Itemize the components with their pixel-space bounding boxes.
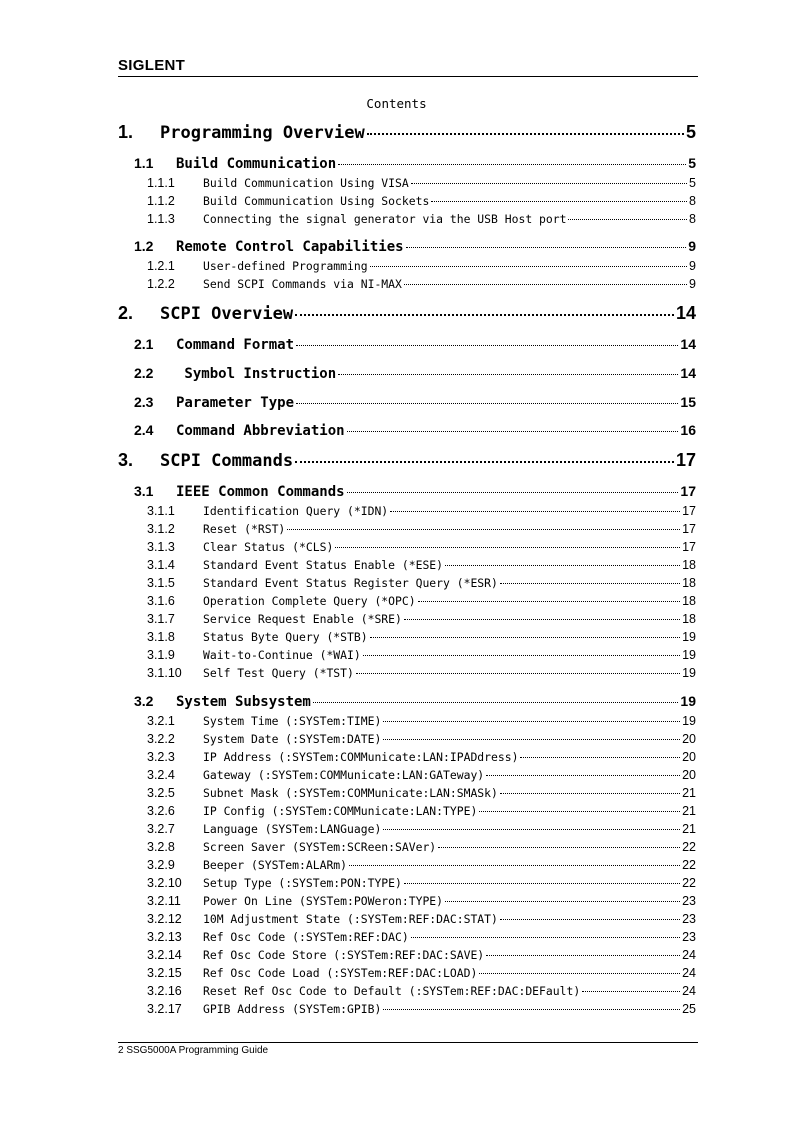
toc-entry-title: Reset Ref Osc Code to Default (:SYSTem:REF:DAC:DEFault) bbox=[203, 984, 581, 998]
toc-entry-page: 19 bbox=[682, 666, 696, 680]
toc-entry-number: 3.1.1 bbox=[147, 504, 175, 518]
toc-leader bbox=[296, 403, 678, 404]
toc-entry[interactable] bbox=[147, 912, 696, 928]
toc-leader bbox=[411, 183, 687, 184]
toc-entry[interactable] bbox=[147, 176, 696, 192]
toc-entry-title: Standard Event Status Register Query (*ESR) bbox=[203, 576, 498, 590]
toc-entry-number: 3.1.10 bbox=[147, 666, 182, 680]
toc-entry-number: 3.2.10 bbox=[147, 876, 182, 890]
toc-entry-number: 3.2.15 bbox=[147, 966, 182, 980]
toc-leader bbox=[295, 461, 674, 463]
toc-entry[interactable] bbox=[134, 155, 696, 175]
toc-leader bbox=[520, 757, 680, 758]
toc-entry[interactable] bbox=[134, 336, 696, 356]
toc-entry-page: 18 bbox=[682, 576, 696, 590]
toc-entry-page: 17 bbox=[682, 504, 696, 518]
toc-entry[interactable] bbox=[147, 786, 696, 802]
toc-entry-page: 23 bbox=[682, 894, 696, 908]
toc-leader bbox=[500, 583, 680, 584]
toc-leader bbox=[347, 431, 679, 432]
toc-entry-page: 25 bbox=[682, 1002, 696, 1016]
toc-leader bbox=[500, 793, 680, 794]
toc-entry-page: 18 bbox=[682, 594, 696, 608]
toc-leader bbox=[383, 739, 680, 740]
toc-entry-number: 3.1.4 bbox=[147, 558, 175, 572]
toc-leader bbox=[370, 637, 681, 638]
toc-entry-number: 3.2.7 bbox=[147, 822, 175, 836]
toc-leader bbox=[445, 901, 680, 902]
toc-entry-number: 3.2 bbox=[134, 693, 154, 709]
toc-entry-number: 1.1.1 bbox=[147, 176, 175, 190]
toc-entry-number: 3.2.11 bbox=[147, 894, 181, 908]
toc-leader bbox=[338, 374, 678, 375]
toc-entry-number: 3.2.16 bbox=[147, 984, 182, 998]
toc-entry-title: GPIB Address (SYSTem:GPIB) bbox=[203, 1002, 382, 1016]
toc-entry-page: 16 bbox=[680, 422, 696, 438]
toc-entry-page: 21 bbox=[682, 786, 696, 800]
toc-entry[interactable] bbox=[147, 750, 696, 766]
toc-entry-number: 3.2.5 bbox=[147, 786, 175, 800]
toc-entry-page: 9 bbox=[689, 259, 696, 273]
toc-entry[interactable] bbox=[134, 693, 696, 713]
toc-entry[interactable] bbox=[147, 966, 696, 982]
toc-leader bbox=[479, 973, 680, 974]
toc-entry[interactable] bbox=[118, 450, 696, 476]
toc-leader bbox=[404, 619, 680, 620]
toc-leader bbox=[338, 164, 686, 165]
toc-leader bbox=[438, 847, 680, 848]
toc-entry-title: IP Address (:SYSTem:COMMunicate:LAN:IPADdress) bbox=[203, 750, 519, 764]
toc-entry-page: 17 bbox=[682, 522, 696, 536]
toc-entry-page: 24 bbox=[682, 948, 696, 962]
toc-entry-page: 24 bbox=[682, 966, 696, 980]
toc-entry-page: 17 bbox=[682, 540, 696, 554]
toc-entry-number: 3.1.8 bbox=[147, 630, 175, 644]
toc-entry-title: Gateway (:SYSTem:COMMunicate:LAN:GATeway) bbox=[203, 768, 485, 782]
toc-entry[interactable] bbox=[147, 522, 696, 538]
toc-entry-page: 19 bbox=[680, 693, 696, 709]
toc-entry-number: 3.1.7 bbox=[147, 612, 175, 626]
toc-entry-page: 14 bbox=[675, 303, 696, 323]
toc-leader bbox=[404, 284, 687, 285]
toc-leader bbox=[445, 565, 680, 566]
toc-entry-title: SCPI Overview bbox=[160, 304, 294, 324]
footer-rule bbox=[118, 1042, 698, 1043]
toc-entry[interactable] bbox=[147, 732, 696, 748]
toc-entry-title: System Date (:SYSTem:DATE) bbox=[203, 732, 382, 746]
toc-entry-number: 3.2.2 bbox=[147, 732, 175, 746]
toc-entry-number: 3.1.6 bbox=[147, 594, 175, 608]
toc-leader bbox=[486, 775, 680, 776]
toc-leader bbox=[582, 991, 680, 992]
toc-entry-number: 3.2.12 bbox=[147, 912, 182, 926]
toc-entry-title: 10M Adjustment State (:SYSTem:REF:DAC:STAT) bbox=[203, 912, 498, 926]
toc-entry-number: 2. bbox=[118, 303, 134, 323]
contents-title: Contents bbox=[366, 96, 427, 111]
toc-entry[interactable] bbox=[134, 365, 696, 385]
toc-entry[interactable] bbox=[118, 303, 696, 329]
toc-entry-title: User-defined Programming bbox=[203, 259, 368, 273]
toc-entry[interactable] bbox=[147, 558, 696, 574]
toc-entry-page: 5 bbox=[685, 122, 696, 142]
toc-entry[interactable] bbox=[147, 194, 696, 210]
toc-entry-number: 1.2.2 bbox=[147, 277, 175, 291]
toc-entry-number: 3.2.8 bbox=[147, 840, 175, 854]
toc-entry-title: Service Request Enable (*SRE) bbox=[203, 612, 402, 626]
toc-entry-number: 3.1.5 bbox=[147, 576, 175, 590]
toc-entry-title: Reset (*RST) bbox=[203, 522, 286, 536]
toc-entry-number: 3.2.13 bbox=[147, 930, 182, 944]
toc-leader bbox=[313, 702, 679, 703]
toc-entry-title: Ref Osc Code Load (:SYSTem:REF:DAC:LOAD) bbox=[203, 966, 478, 980]
toc-entry-title: Remote Control Capabilities bbox=[176, 239, 404, 255]
toc-entry[interactable] bbox=[147, 630, 696, 646]
toc-entry-number: 1.1 bbox=[134, 155, 154, 171]
toc-leader bbox=[370, 266, 687, 267]
toc-entry-page: 15 bbox=[680, 394, 696, 410]
toc-entry[interactable] bbox=[147, 768, 696, 784]
toc-entry-page: 14 bbox=[680, 336, 696, 352]
toc-leader bbox=[500, 919, 680, 920]
toc-entry-number: 1. bbox=[118, 122, 134, 142]
toc-leader bbox=[383, 721, 680, 722]
toc-entry-page: 21 bbox=[682, 822, 696, 836]
toc-leader bbox=[418, 601, 681, 602]
toc-leader bbox=[406, 247, 687, 248]
toc-entry-title: Build Communication Using Sockets bbox=[203, 194, 430, 208]
toc-entry[interactable] bbox=[147, 858, 696, 874]
toc-leader bbox=[390, 511, 680, 512]
toc-entry-title: SCPI Commands bbox=[160, 451, 294, 471]
toc-entry-page: 21 bbox=[682, 804, 696, 818]
toc-entry[interactable] bbox=[147, 666, 696, 682]
toc-entry-number: 1.2 bbox=[134, 238, 154, 254]
toc-entry[interactable] bbox=[147, 1002, 696, 1018]
toc-entry-title: Standard Event Status Enable (*ESE) bbox=[203, 558, 444, 572]
toc-entry-title: Subnet Mask (:SYSTem:COMMunicate:LAN:SMASk) bbox=[203, 786, 498, 800]
toc-leader bbox=[431, 201, 687, 202]
toc-entry-page: 20 bbox=[682, 768, 696, 782]
toc-entry-page: 8 bbox=[689, 212, 696, 226]
toc-entry-title: IEEE Common Commands bbox=[176, 484, 345, 500]
toc-entry-number: 3.2.9 bbox=[147, 858, 175, 872]
toc-entry-page: 20 bbox=[682, 732, 696, 746]
toc-leader bbox=[363, 655, 680, 656]
toc-entry-page: 23 bbox=[682, 912, 696, 926]
toc-entry-number: 3.1 bbox=[134, 483, 154, 499]
toc-entry-number: 1.2.1 bbox=[147, 259, 175, 273]
toc-entry-title: Language (SYSTem:LANGuage) bbox=[203, 822, 382, 836]
toc-entry-title: Ref Osc Code Store (:SYSTem:REF:DAC:SAVE) bbox=[203, 948, 485, 962]
toc-entry[interactable] bbox=[147, 948, 696, 964]
toc-entry-title: System Time (:SYSTem:TIME) bbox=[203, 714, 382, 728]
toc-entry-page: 22 bbox=[682, 858, 696, 872]
toc-entry[interactable] bbox=[134, 483, 696, 503]
toc-entry[interactable] bbox=[147, 822, 696, 838]
toc-entry-page: 19 bbox=[682, 630, 696, 644]
toc-entry-number: 3.2.17 bbox=[147, 1002, 182, 1016]
toc-entry-title: Screen Saver (SYSTem:SCReen:SAVer) bbox=[203, 840, 437, 854]
page-header-brand: SIGLENT bbox=[118, 57, 186, 74]
toc-leader bbox=[347, 492, 679, 493]
toc-leader bbox=[296, 345, 678, 346]
toc-entry-title: Parameter Type bbox=[176, 395, 295, 411]
toc-entry-title: Command Format bbox=[176, 337, 295, 353]
toc-entry-page: 24 bbox=[682, 984, 696, 998]
toc-leader bbox=[383, 1009, 680, 1010]
toc-entry[interactable] bbox=[147, 804, 696, 820]
toc-entry-page: 19 bbox=[682, 714, 696, 728]
toc-leader bbox=[404, 883, 680, 884]
toc-leader bbox=[335, 547, 680, 548]
toc-entry[interactable] bbox=[134, 238, 696, 258]
toc-entry[interactable] bbox=[147, 504, 696, 520]
toc-entry-page: 23 bbox=[682, 930, 696, 944]
toc-entry-page: 17 bbox=[680, 483, 696, 499]
toc-entry-title: Setup Type (:SYSTem:PON:TYPE) bbox=[203, 876, 402, 890]
toc-entry[interactable] bbox=[147, 594, 696, 610]
toc-entry-page: 19 bbox=[682, 648, 696, 662]
toc-entry-title: Ref Osc Code (:SYSTem:REF:DAC) bbox=[203, 930, 409, 944]
toc-entry-number: 2.3 bbox=[134, 394, 154, 410]
toc-entry[interactable] bbox=[147, 612, 696, 628]
toc-entry-number: 3.1.3 bbox=[147, 540, 175, 554]
toc-entry-number: 1.1.3 bbox=[147, 212, 175, 226]
toc-entry-title: Symbol Instruction bbox=[176, 366, 337, 382]
toc-entry-number: 2.2 bbox=[134, 365, 154, 381]
toc-entry-title: Power On Line (SYSTem:POWeron:TYPE) bbox=[203, 894, 444, 908]
toc-entry-page: 5 bbox=[688, 155, 696, 171]
toc-entry-page: 9 bbox=[688, 238, 696, 254]
toc-entry-title: Wait-to-Continue (*WAI) bbox=[203, 648, 361, 662]
toc-entry-page: 5 bbox=[689, 176, 696, 190]
toc-entry-number: 3.2.1 bbox=[147, 714, 175, 728]
toc-entry-page: 8 bbox=[689, 194, 696, 208]
toc-entry-title: Connecting the signal generator via the USB Host port bbox=[203, 212, 567, 226]
toc-entry[interactable] bbox=[147, 259, 696, 275]
page-footer: 2 SSG5000A Programming Guide bbox=[118, 1045, 269, 1056]
toc-entry[interactable] bbox=[147, 894, 696, 910]
toc-entry-number: 2.4 bbox=[134, 422, 154, 438]
toc-leader bbox=[383, 829, 680, 830]
toc-entry[interactable] bbox=[147, 840, 696, 856]
toc-entry-page: 22 bbox=[682, 876, 696, 890]
toc-entry[interactable] bbox=[147, 540, 696, 556]
toc-entry-title: Send SCPI Commands via NI-MAX bbox=[203, 277, 402, 291]
toc-entry-title: Identification Query (*IDN) bbox=[203, 504, 389, 518]
toc-leader bbox=[479, 811, 680, 812]
toc-entry-number: 3.2.3 bbox=[147, 750, 175, 764]
toc-entry-title: IP Config (:SYSTem:COMMunicate:LAN:TYPE) bbox=[203, 804, 478, 818]
toc-entry-page: 14 bbox=[680, 365, 696, 381]
toc-entry[interactable] bbox=[147, 648, 696, 664]
toc-entry[interactable] bbox=[134, 422, 696, 442]
toc-entry-number: 3.2.6 bbox=[147, 804, 175, 818]
toc-entry[interactable] bbox=[147, 277, 696, 293]
toc-entry-number: 3.2.14 bbox=[147, 948, 182, 962]
toc-entry[interactable] bbox=[147, 930, 696, 946]
toc-entry[interactable] bbox=[147, 212, 696, 228]
toc-entry-page: 18 bbox=[682, 558, 696, 572]
toc-leader bbox=[568, 219, 687, 220]
toc-entry-number: 3.1.9 bbox=[147, 648, 175, 662]
toc-leader bbox=[287, 529, 680, 530]
toc-leader bbox=[349, 865, 680, 866]
toc-entry-number: 1.1.2 bbox=[147, 194, 175, 208]
toc-entry[interactable] bbox=[134, 394, 696, 414]
toc-entry-title: Build Communication bbox=[176, 156, 337, 172]
toc-leader bbox=[486, 955, 680, 956]
toc-entry-title: System Subsystem bbox=[176, 694, 311, 710]
toc-entry-title: Build Communication Using VISA bbox=[203, 176, 409, 190]
toc-leader bbox=[411, 937, 680, 938]
toc-entry-title: Clear Status (*CLS) bbox=[203, 540, 334, 554]
toc-entry[interactable] bbox=[118, 122, 696, 148]
toc-entry-page: 18 bbox=[682, 612, 696, 626]
toc-entry-page: 22 bbox=[682, 840, 696, 854]
toc-leader bbox=[367, 133, 684, 135]
toc-entry-title: Beeper (SYSTem:ALARm) bbox=[203, 858, 348, 872]
toc-entry-title: Self Test Query (*TST) bbox=[203, 666, 354, 680]
toc-entry-page: 20 bbox=[682, 750, 696, 764]
toc-entry-title: Programming Overview bbox=[160, 123, 365, 143]
toc-entry[interactable] bbox=[147, 984, 696, 1000]
toc-entry-title: Command Abbreviation bbox=[176, 423, 345, 439]
toc-entry-title: Operation Complete Query (*OPC) bbox=[203, 594, 416, 608]
toc-leader bbox=[295, 314, 674, 316]
toc-entry-number: 3. bbox=[118, 450, 134, 470]
toc-entry-page: 17 bbox=[675, 450, 696, 470]
toc-entry-title: Status Byte Query (*STB) bbox=[203, 630, 368, 644]
toc-leader bbox=[356, 673, 680, 674]
toc-entry[interactable] bbox=[147, 876, 696, 892]
toc-entry-number: 2.1 bbox=[134, 336, 154, 352]
toc-entry[interactable] bbox=[147, 714, 696, 730]
toc-entry-number: 3.1.2 bbox=[147, 522, 175, 536]
toc-entry[interactable] bbox=[147, 576, 696, 592]
toc-entry-number: 3.2.4 bbox=[147, 768, 175, 782]
toc-entry-page: 9 bbox=[689, 277, 696, 291]
